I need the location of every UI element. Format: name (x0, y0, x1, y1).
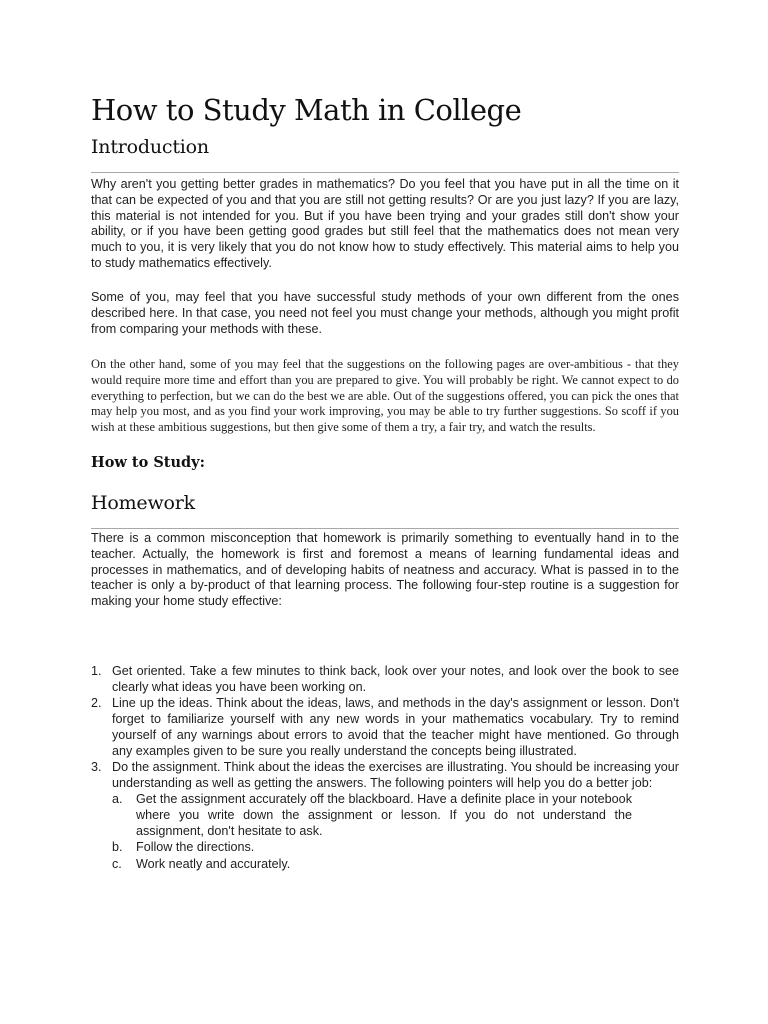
introduction-heading: Introduction (91, 136, 209, 158)
how-to-study-heading: How to Study: (91, 454, 205, 471)
list-item-marker: 1. (91, 664, 102, 678)
sub-list-item-text: Follow the directions. (136, 840, 255, 855)
intro-paragraph-2: Some of you, may feel that you have successful study methods of your own different from the ones described here. In that case, you need not feel you must change your methods, although you might profit from comparing your methods with these. (91, 290, 679, 336)
homework-heading: Homework (91, 492, 195, 514)
list-item-marker: 3. (91, 760, 102, 775)
sub-list-item-marker: b. (112, 840, 123, 855)
sub-list-item-text: Work neatly and accurately. (136, 856, 291, 871)
list-item-marker: 2. (91, 696, 102, 711)
list-item-text: Line up the ideas. Think about the ideas, laws, and methods in the day's assignment or lesson. Don't forget to familiarize yourself with any new words in your mathematics vocabulary. Try to remind yourself of any warnings about errors to avoid that the teacher might have mentioned. Go through any examples given to be sure you really understand the concepts being illustrated. (112, 696, 679, 758)
list-item-text: Do the assignment. Think about the ideas the exercises are illustrating. You should be increasing your understanding as well as getting the answers. The following pointers will help you do a better job: (112, 760, 679, 791)
intro-paragraph-1: Why aren't you getting better grades in mathematics? Do you feel that you have put in all the time on it that can be expected of you and that you are still not getting results? Or are you just lazy? If you are lazy, this material is not intended for you. But if you have been trying and your grades still don't show your ability, or if you have been getting good grades but still feel that the mathematics does not mean very much to you, it is very likely that you do not know how to study effectively. This material aims to help you to study mathematics effectively. (91, 177, 679, 270)
homework-divider (91, 528, 679, 529)
assignment-pointers-list (112, 792, 679, 873)
homework-paragraph: There is a common misconception that homework is primarily something to eventually hand in to the teacher. Actually, the homework is first and foremost a means of learning fundamental ideas and processes in mathematics, and of developing habits of neatness and accuracy. What is passed in to the teacher is only a by-product of that learning process. The following four-step routine is a suggestion for making your home study effective: (91, 531, 679, 609)
sub-list-item-marker: a. (112, 791, 123, 806)
sub-list-item (112, 792, 632, 839)
sub-list-item-marker: c. (112, 856, 122, 871)
list-item (91, 696, 679, 759)
study-steps-list (91, 664, 679, 873)
list-item (91, 760, 679, 872)
introduction-divider (91, 172, 679, 173)
sub-list-item-text: Get the assignment accurately off the blackboard. Have a definite place in your notebook where you write down the assignment or lesson. If you do not understand the assignment, don't hesitate to ask. (136, 791, 632, 838)
intro-paragraph-3: On the other hand, some of you may feel that the suggestions on the following pages are over-ambitious - that they would require more time and effort than you are prepared to give. You will probably be right. We cannot expect to do everything to perfection, but we can do the best we are able. Out of the suggestions offered, you can pick the ones that may help you most, and as you find your work improving, you may be able to try further suggestions. So scoff if you wish at these ambitious suggestions, but then give some of them a try, a fair try, and watch the results. (91, 357, 679, 435)
document-title: How to Study Math in College (91, 93, 522, 127)
sub-list-item (112, 840, 632, 856)
list-item-text: Get oriented. Take a few minutes to think back, look over your notes, and look over the book to see clearly what ideas you have been working on. (112, 664, 679, 694)
sub-list-item (112, 857, 632, 873)
list-item (91, 664, 679, 696)
